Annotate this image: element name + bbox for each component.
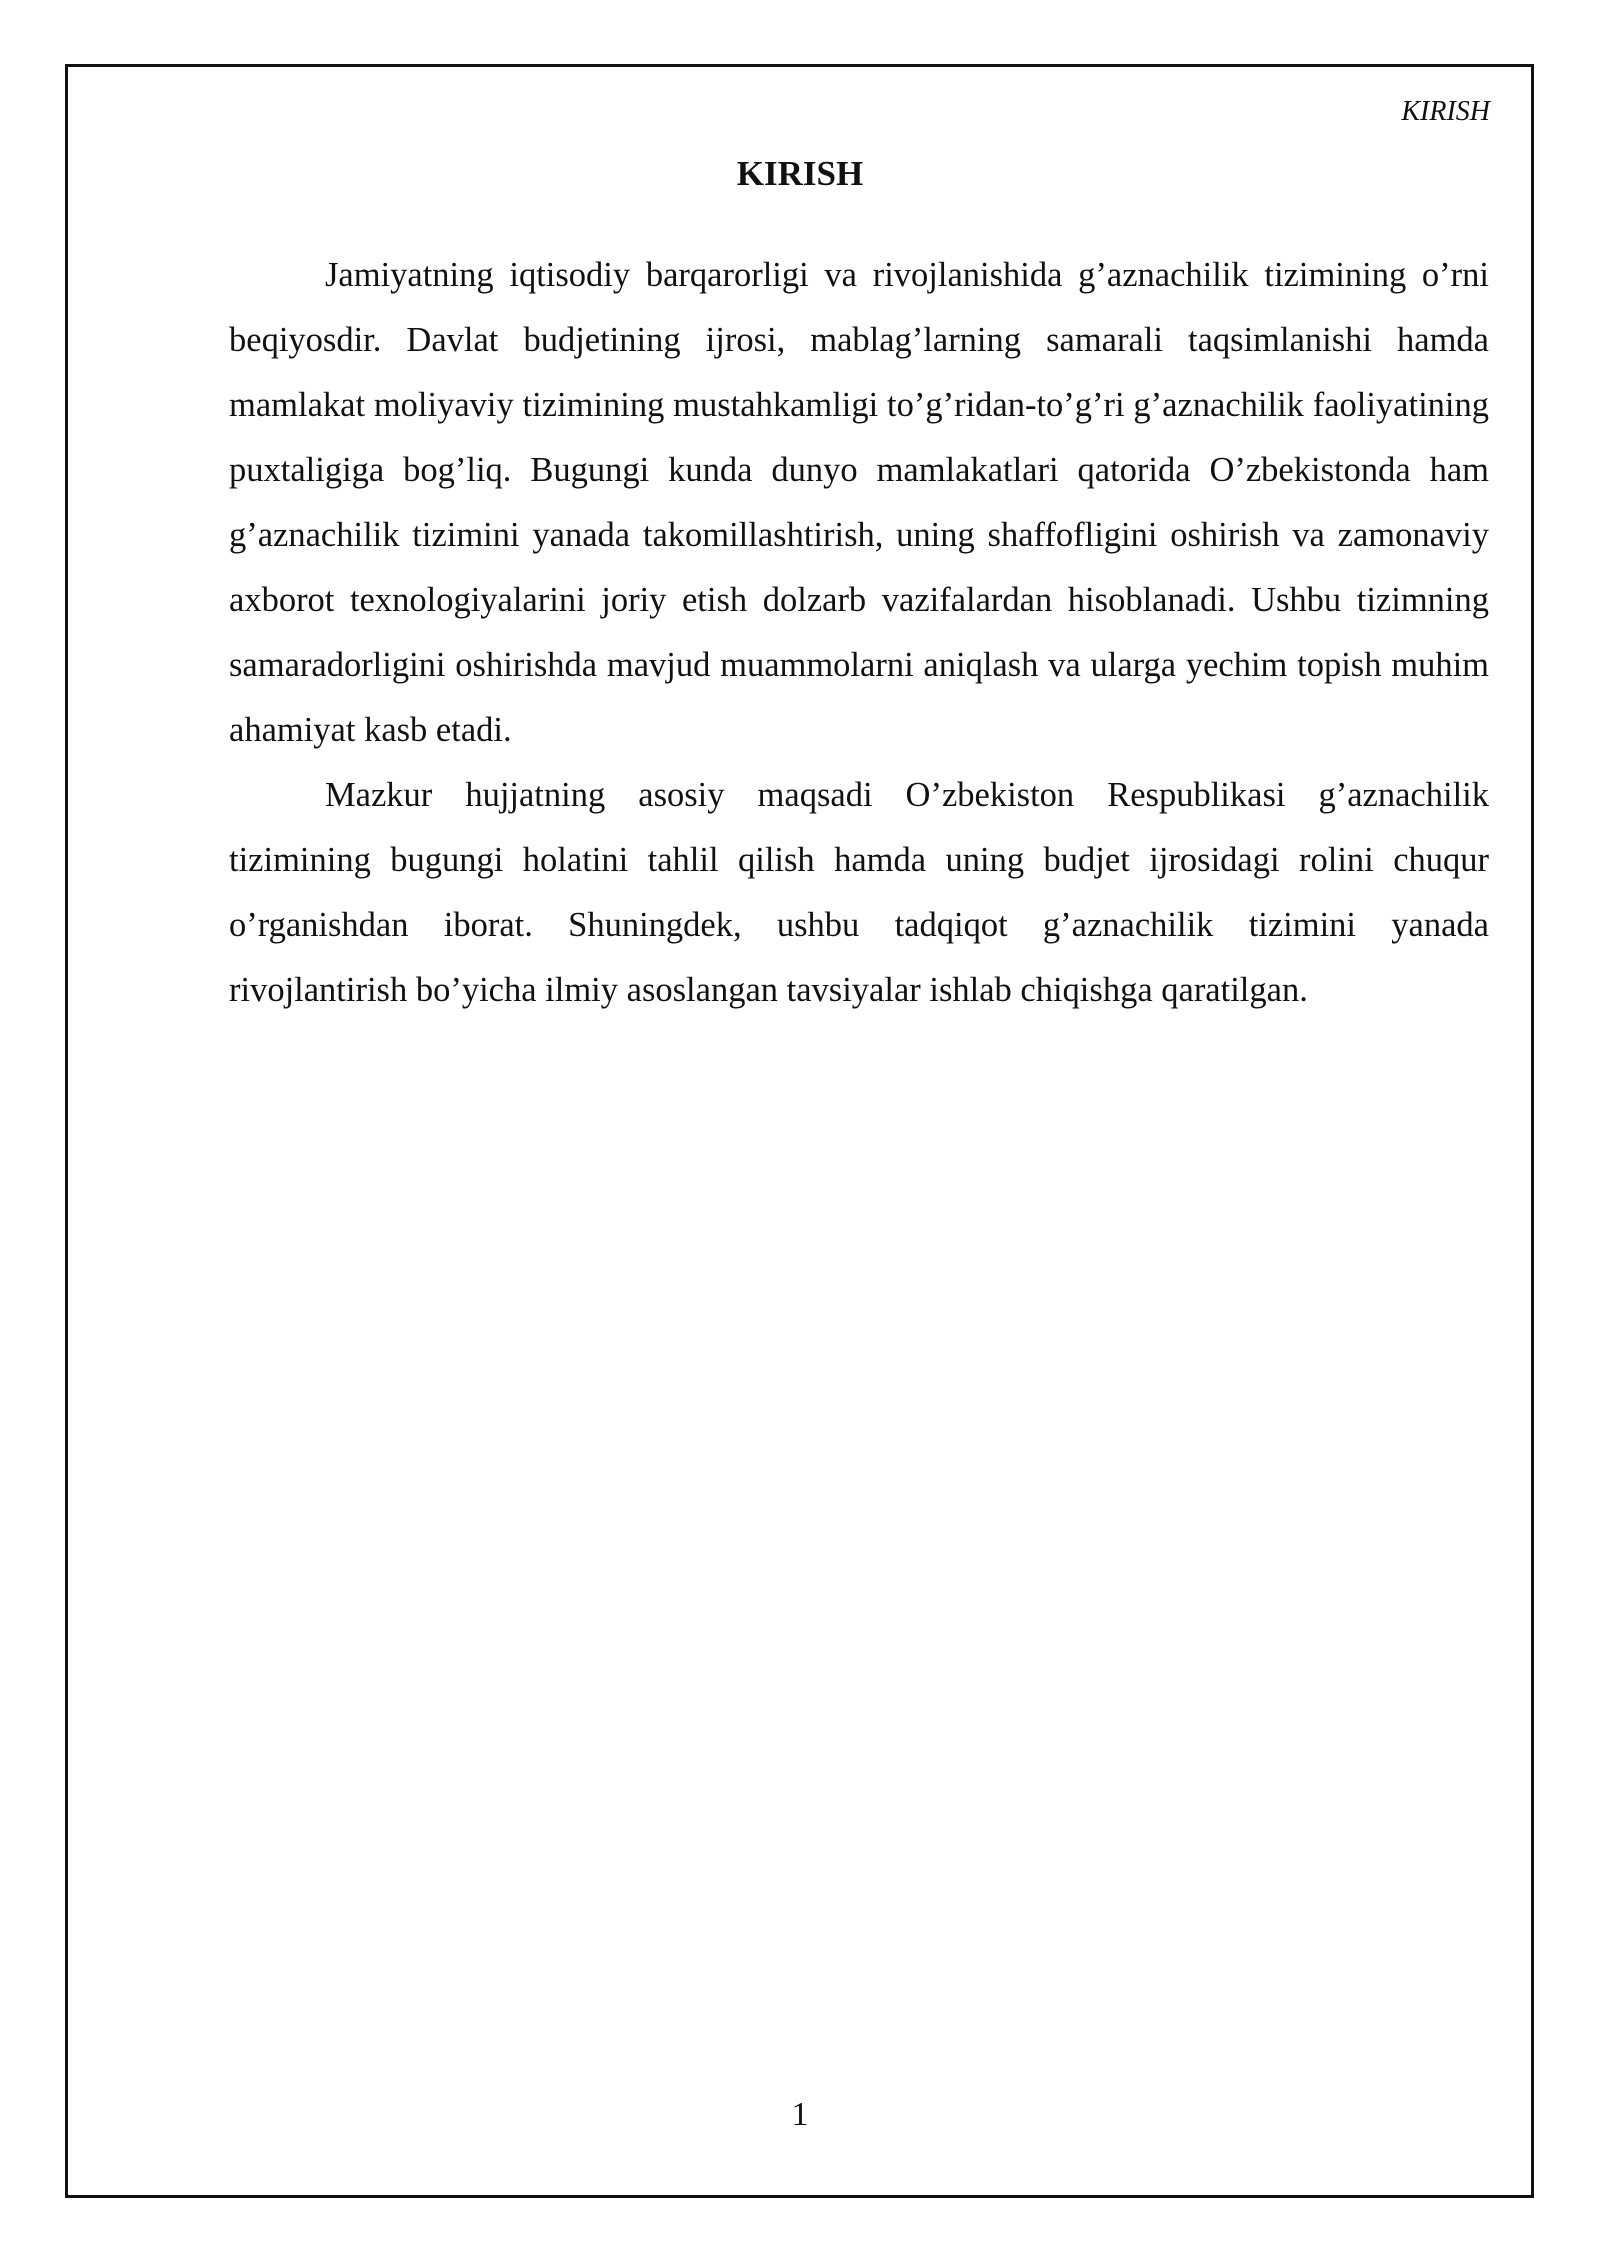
paragraph-2: Mazkur hujjatning asosiy maqsadi O’zbekiston Respublikasi g’aznachilik tizimining bugungi holatini tahlil qilish hamda uning budjet ijrosidagi rolini chuqur o’rganishdan iborat. Shuningdek, ushbu tadqiqot g’aznachilik tizimini yanada rivojlantirish bo’yicha ilmiy asoslangan tavsiyalar ishlab chiqishga qaratilgan. [229,776,1489,1009]
paragraph-1: Jamiyatning iqtisodiy barqarorligi va rivojlanishida g’aznachilik tizimining o’rni beqiyosdir. Davlat budjetining ijrosi, mablag’larning samarali taqsimlanishi hamda mamlakat moliyaviy tizimining mustahkamligi to’g’ridan-to’g’ri g’aznachilik faoliyatining puxtaligiga bog’liq. Bugungi kunda dunyo mamlakatlari qatorida O’zbekistonda ham g’aznachilik tizimini yanada takomillashtirish, uning shaffofligini oshirish va zamonaviy axborot texnologiyalarini joriy etish dolzarb vazifalardan hisoblanadi. Ushbu tizimning samaradorligini oshirishda mavjud muammolarni aniqlash va ularga yechim topish muhim ahamiyat kasb etadi. [229,256,1489,749]
running-header: KIRISH [1401,96,1490,127]
page-number: 1 [791,2096,809,2133]
page-title: KIRISH [736,154,864,193]
body-text [229,243,1489,1023]
